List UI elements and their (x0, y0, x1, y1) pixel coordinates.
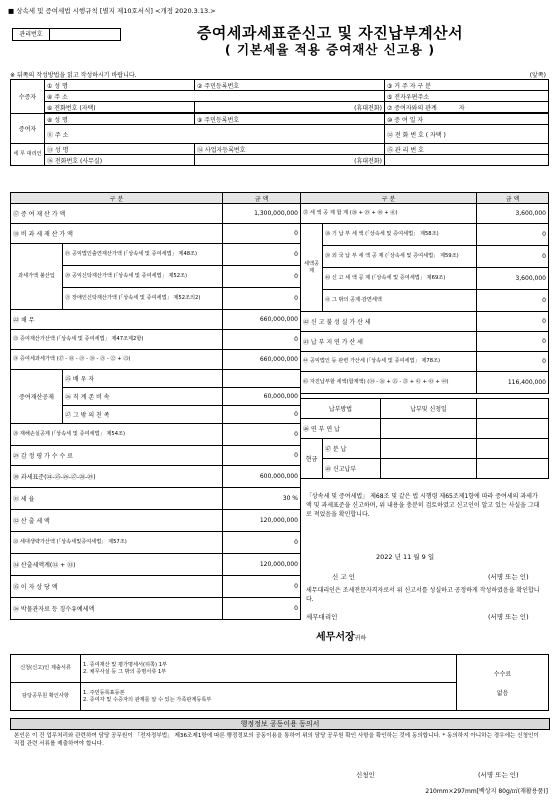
calc-row-31: ㉛ 세 율 (11, 488, 223, 510)
calc-value-39[interactable]: 0 (477, 246, 549, 268)
calc-row-18: ⑱ 비 과 세 재 산 가 액 (11, 224, 223, 244)
calc-value-19[interactable]: 0 (223, 244, 301, 266)
calc-row-24: ㉔ 증여세과세가액 (⑰ - ⑱ - ⑲ - ⑳ - ㉑ - ㉒ + ㉓) (11, 350, 223, 370)
cash-pay-date[interactable] (381, 459, 477, 479)
calc-value-24[interactable]: 660,000,000 (223, 350, 301, 370)
calc-value-45[interactable]: 116,400,000 (477, 372, 549, 394)
donor-rrn[interactable]: ⑨ 주민등록번호 (195, 114, 385, 125)
calc-value-29[interactable]: 0 (223, 446, 301, 466)
donee-address[interactable]: ④ 주 소 (45, 91, 385, 102)
consent-signature[interactable]: (서명 또는 인) (478, 771, 519, 779)
tax-office: 세무서장귀하 (316, 632, 367, 643)
calc-row-27: ㉗ 그 밖 의 친 족 (63, 406, 223, 424)
declaration-text: 「상속세 및 증여세법」 제68조 및 같은 법 시행령 제65조제1항에 따라 증여세의 과세가액 및 과세표준을 신고하며, 위 내용을 충분히 검토하였고 신고인이 알고 있는 사실을 그대로 적었음을 확인합니다. (306, 493, 540, 518)
agent-signature[interactable]: (서명 또는 인) (488, 613, 529, 621)
calc-row-26: ㉖ 직 계 존 비 속 (63, 388, 223, 406)
agent-declaration-text: 세무대리인은 조세전문자격자로서 위 신고서를 성실하고 공정하게 작성하였음을 확인합니다. (306, 587, 540, 603)
calc-value-32[interactable]: 120,000,000 (223, 510, 301, 532)
calc-row-40: ㊵ 신 고 세 액 공 제 (「상속세 및 증여세법」 제69조) (323, 268, 477, 290)
installment-amount[interactable] (477, 419, 549, 439)
donee-name[interactable]: ① 성 명 (45, 80, 195, 91)
calc-row-17: ⑰ 증 여 재 산 가 액 (11, 204, 223, 224)
calc-value-36[interactable]: 0 (223, 598, 301, 620)
calc-row-32: ㉜ 산 출 세 액 (11, 510, 223, 532)
col-amount-header: 금 액 (223, 193, 301, 204)
calc-row-42: ㊷ 신 고 불 성 실 가 산 세 (301, 312, 477, 332)
calc-row-36: ㊱ 박물관자료 등 징수유예세액 (11, 598, 223, 620)
calc-row-35: ㉟ 이 자 상 당 액 (11, 576, 223, 598)
calc-value-41[interactable]: 0 (477, 290, 549, 312)
payment-table (300, 398, 549, 479)
donee-relation[interactable]: ⑦ 증여자와의 관계 자 (385, 102, 549, 113)
calc-value-21[interactable]: 0 (223, 288, 301, 310)
donor-phone[interactable]: ⑫ 전 화 번 호 ( 자택 ) (385, 125, 549, 144)
col-item-header: 구 분 (11, 193, 223, 204)
calc-value-26[interactable]: 60,000,000 (223, 388, 301, 406)
calc-value-42[interactable]: 0 (477, 312, 549, 332)
agent-sign-label: 세무대리인 (306, 613, 338, 621)
calc-row-23: ㉓ 증여재산가산액 (「상속세 및 증여세법」 제47조제2항) (11, 330, 223, 350)
parties-table (10, 79, 549, 166)
consent-applicant-label: 신청인 (356, 771, 375, 779)
cash-label: 현금 (301, 439, 323, 479)
calc-value-23[interactable]: 0 (223, 330, 301, 350)
col-item-header-right: 구 분 (301, 193, 477, 204)
split-amount[interactable] (477, 439, 549, 459)
agent-phone[interactable]: ⑯ 전화번호 (사무실) (45, 155, 195, 166)
attach-label-1: 신청(신고)인 제출서류 (11, 655, 81, 683)
calc-row-44: ㊹ 공익법인 등 관련 가산세 (「상속세 및 증여세법」 제78조) (301, 352, 477, 372)
pay-method-header: 납부방법 (301, 399, 381, 419)
reporter-signature[interactable]: (서명 또는 인) (488, 573, 529, 581)
agent-label: 세 무 대리인 (11, 144, 45, 166)
col-amount-header-right: 금 액 (477, 193, 549, 204)
calc-value-25[interactable] (223, 370, 301, 388)
calc-row-45: ㊺ 자진납부할 세액(합계액) (㉞ - ㊱ + ㉟ - ㊲ + ㊷ + ㊸ + ㊹) (301, 372, 477, 394)
calc-row-29: ㉙ 감 정 평 가 수 수 료 (11, 446, 223, 466)
calc-row-38: ㊳ 기 납 부 세 액 (「상속세 및 증여세법」 제58조) (323, 224, 477, 246)
calc-value-31[interactable]: 30 % (223, 488, 301, 510)
calc-value-35[interactable]: 0 (223, 576, 301, 598)
calc-row-34: ㉞ 산출세액계(㉜ + ㉝) (11, 554, 223, 576)
page-side-label: (앞쪽) (529, 72, 546, 79)
reporter-label: 신 고 인 (332, 573, 355, 581)
calc-value-38[interactable]: 0 (477, 224, 549, 246)
donee-mobile[interactable]: (휴대전화) (195, 102, 385, 113)
form-title: 증여세과세표준신고 및 자진납부계산서 (196, 24, 464, 42)
agent-name[interactable]: ⑬ 성 명 (45, 144, 195, 155)
declaration-date[interactable]: 2022 년 11 월 9 일 (376, 553, 435, 561)
calc-row-30: ㉚ 과세표준(㉔-㉕-㉖-㉗-㉘-㉙) (11, 466, 223, 488)
pay-date-header: 납부및 신청일 (381, 399, 477, 419)
calc-value-34[interactable]: 120,000,000 (223, 554, 301, 576)
attach-items-1: 1. 증여재산 및 평가명세서(뒤쪽) 1부 2. 채무사실 등 그 밖의 증명서류 1부 (81, 655, 457, 683)
calc-row-41: ㊶ 그 밖의 공제·감면세액 (323, 290, 477, 312)
fee-cell: 수수료 없음 (457, 655, 549, 711)
agent-mobile[interactable]: (휴대전화) (195, 155, 385, 166)
donee-email[interactable]: ⑤ 전자우편주소 (385, 91, 549, 102)
donor-label: 증여자 (11, 114, 45, 144)
regulation-header: ■ 상속세 및 증여세법 시행규칙 [별지 제10호서식] <개정 2020.3.13.> (8, 7, 216, 15)
exclusion-group-label: 과세가액 불산입 (11, 244, 63, 310)
calc-value-22[interactable]: 660,000,000 (223, 310, 301, 330)
donee-residence[interactable]: ③ 거 주 자 구 분 (385, 80, 549, 91)
paper-spec: 210mm×297mm[백상지 80g/㎡(재활용품)] (425, 788, 548, 795)
attach-items-2: 1. 주민등록표등본 2. 증여자 및 수증자의 관계를 알 수 있는 가족관계등록부 (81, 683, 457, 711)
installment-label: ㊻ 연 부 연 납 (301, 419, 381, 439)
tax-credit-group-label: 세액공제 (301, 224, 323, 312)
calc-row-19: ⑲ 공익법인출연재산가액 (「상속세 및 증여세법」 제48조) (63, 244, 223, 266)
split-label: ㊼ 분 납 (323, 439, 381, 459)
donee-rrn[interactable]: ② 주민등록번호 (195, 80, 385, 91)
calc-row-25: ㉕ 배 우 자 (63, 370, 223, 388)
donee-phone[interactable]: ⑥ 전화번호 (자택) (45, 102, 195, 113)
cash-pay-amount[interactable] (477, 459, 549, 479)
calc-row-21: ㉑ 장애인신탁재산가액 (「상속세 및 증여세법」 제52조의2) (63, 288, 223, 310)
instruction-note: ※ 뒤쪽의 작성방법을 읽고 작성하시기 바랍니다. (10, 72, 137, 79)
calc-row-39: ㊴ 외 국 납 부 세 액 공 제 (「상속세 및 증여세법」 제59조) (323, 246, 477, 268)
calc-value-27[interactable]: 0 (223, 406, 301, 424)
consent-text: 본인은 이 건 업무처리와 관련하여 담당 공무원이 「전자정부법」 제36조제1항에 따른 행정정보의 공동이용을 통하여 위의 담당 공무원 확인 사항을 확인하는 것에 동의합니다. * 동의하지 아니하는 경우에는 신청인이 직접 관련 서류를 제출하여야 합니다. (14, 733, 539, 747)
calc-value-20[interactable]: 0 (223, 266, 301, 288)
mgmt-label: 관리번호 (12, 28, 50, 41)
calc-right-table (300, 192, 549, 394)
installment-date[interactable] (381, 419, 477, 439)
calc-row-22: ㉒ 채 무 (11, 310, 223, 330)
split-date[interactable] (381, 439, 477, 459)
calc-value-43[interactable]: 0 (477, 332, 549, 352)
attach-label-2: 담당공무원 확인사항 (11, 683, 81, 711)
donor-address[interactable]: ⑪ 주 소 (45, 125, 385, 144)
calc-row-33: ㉝ 세대생략가산액 (「상속세및증여세법」 제57조) (11, 532, 223, 554)
attachments-table (10, 654, 549, 711)
agent-bizno[interactable]: ⑭ 사업자등록번호 (195, 144, 385, 155)
calc-value-28[interactable]: 0 (223, 424, 301, 446)
donor-date[interactable]: ⑩ 증 여 일 자 (385, 114, 549, 125)
calc-row-28: ㉘ 재해손실공제 (「상속세 및 증여세법」 제54조) (11, 424, 223, 446)
deduction-group-label: 증여재산공제 (11, 370, 63, 424)
calc-row-20: ⑳ 공익신탁재산가액 (「상속세 및 증여세법」 제52조) (63, 266, 223, 288)
calc-value-40[interactable]: 3,600,000 (477, 268, 549, 290)
cash-pay-label: ㊽ 신고납부 (323, 459, 381, 479)
agent-mgmt[interactable]: ⑮ 관 리 번 호 (385, 144, 549, 155)
calc-row-37: ㊲ 세 액 공 제 합 계 (㊳ + ㊴ + ㊵ + ㊶) (301, 204, 477, 224)
calc-value-30[interactable]: 600,000,000 (223, 466, 301, 488)
calc-value-44[interactable]: 0 (477, 352, 549, 372)
donor-name[interactable]: ⑧ 성 명 (45, 114, 195, 125)
donee-label: 수증자 (11, 80, 45, 114)
calc-value-17[interactable]: 1,300,000,000 (223, 204, 301, 224)
form-subtitle: ( 기본세율 적용 증여재산 신고용 ) (224, 42, 436, 57)
calc-value-18[interactable]: 0 (223, 224, 301, 244)
consent-title: 행정정보 공동이용 동의서 (10, 718, 550, 730)
calc-value-33[interactable]: 0 (223, 532, 301, 554)
calc-left-table (10, 192, 301, 620)
calc-row-43: ㊸ 납 부 지 연 가 산 세 (301, 332, 477, 352)
calc-value-37[interactable]: 3,600,000 (477, 204, 549, 224)
